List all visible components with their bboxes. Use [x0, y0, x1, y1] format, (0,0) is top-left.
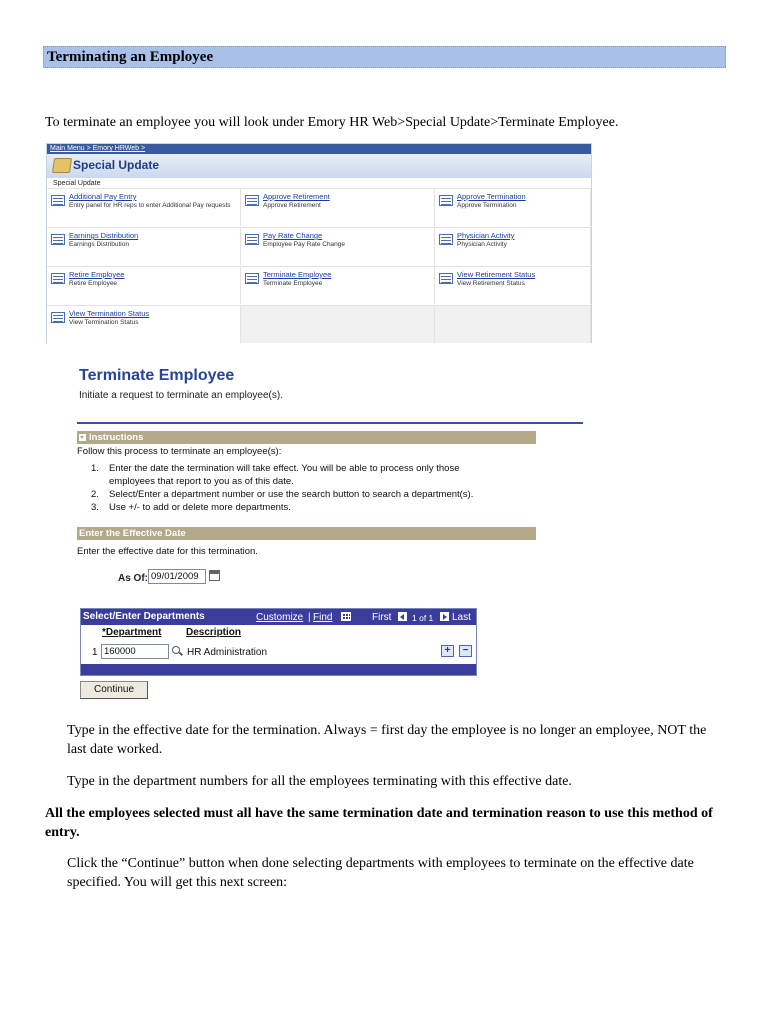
page-icon [51, 273, 65, 284]
calendar-icon[interactable] [209, 570, 220, 581]
menu-item-link[interactable]: Pay Rate Change [263, 231, 323, 240]
menu-item-desc: Approve Termination [457, 202, 517, 209]
menu-item-desc: View Retirement Status [457, 280, 525, 287]
page-icon [51, 312, 65, 323]
breadcrumb [47, 144, 591, 154]
effective-date-text: Enter the effective date for this termination. [77, 546, 258, 557]
step-text: Enter the date the termination will take effect. You will be able to process only those employees that report to you as of this date. [109, 463, 460, 487]
paragraph-warning: All the employees selected must all have the same termination date and termination reason to use this method of entry. [45, 806, 713, 840]
menu-item-link[interactable]: Retire Employee [69, 270, 125, 279]
paragraph-department-numbers: Type in the department numbers for all the employees terminating with this effective date. [67, 774, 572, 789]
section-title: Terminating an Employee [47, 49, 214, 65]
menu-item-desc: Employee Pay Rate Change [263, 241, 346, 248]
department-input[interactable]: 160000 [101, 644, 169, 659]
column-header-description[interactable]: Description [186, 627, 242, 638]
grid-title: Select/Enter Departments [83, 611, 205, 622]
menu-item-view-termination-status[interactable] [47, 305, 241, 343]
find-link[interactable]: Find [313, 612, 333, 623]
page-icon [51, 195, 65, 206]
menu-item-link[interactable]: Earnings Distribution [69, 231, 139, 240]
page-icon [245, 234, 259, 245]
folder-icon [52, 158, 72, 173]
step-text: Select/Enter a department number or use the search button to search a department(s). [109, 489, 474, 500]
menu-item-pay-rate-change[interactable] [241, 227, 435, 265]
menu-item-view-retirement-status[interactable] [435, 266, 591, 304]
page-icon [51, 234, 65, 245]
menu-item-link[interactable]: Approve Retirement [263, 192, 330, 201]
menu-item-earnings-distribution[interactable] [47, 227, 241, 265]
step-number: 3. [91, 502, 99, 513]
menu-item-desc: Retire Employee [69, 280, 118, 287]
next-arrow-icon[interactable] [440, 612, 449, 621]
page-icon [439, 234, 453, 245]
special-update-panel [46, 143, 592, 343]
menu-item-terminate-employee[interactable] [241, 266, 435, 304]
delete-row-button[interactable]: − [459, 645, 472, 657]
menu-item-link[interactable]: View Retirement Status [457, 270, 536, 279]
continue-button[interactable]: Continue [80, 681, 148, 699]
effective-date-bar-label: Enter the Effective Date [79, 528, 186, 539]
departments-grid [80, 608, 477, 676]
row-number: 1 [92, 647, 98, 658]
add-row-button[interactable]: + [441, 645, 454, 657]
terminate-subtitle: Initiate a request to terminate an employee(s). [79, 390, 283, 401]
grid-view-icon[interactable] [341, 612, 351, 621]
paragraph-continue: Click the “Continue” button when done selecting departments with employees to terminate on the effective date specified. You will get this next screen: [67, 856, 694, 890]
last-link[interactable]: Last [452, 612, 471, 623]
instructions-lead: Follow this process to terminate an employee(s): [77, 446, 282, 457]
page-icon [245, 195, 259, 206]
menu-item-link[interactable]: Terminate Employee [263, 270, 332, 279]
column-header-department[interactable]: *Department [102, 627, 162, 638]
search-icon[interactable] [172, 646, 180, 654]
menu-item-desc: View Termination Status [69, 319, 139, 326]
instructions-bar[interactable] [77, 431, 536, 444]
instructions-bar-label: Instructions [89, 432, 144, 443]
menu-item-desc: Physician Activity [457, 241, 507, 248]
menu-item-desc: Entry panel for HR reps to enter Additional Pay requests [69, 202, 231, 209]
menu-item-desc: Earnings Distribution [69, 241, 129, 248]
title-divider [77, 422, 583, 424]
step-number: 2. [91, 489, 99, 500]
intro-paragraph: To terminate an employee you will look under Emory HR Web>Special Update>Terminate Employee. [45, 115, 619, 130]
grid-header [81, 609, 476, 625]
prev-arrow-icon[interactable] [398, 612, 407, 621]
as-of-label: As Of: [118, 573, 148, 584]
menu-item-additional-pay-entry[interactable] [47, 188, 241, 226]
terminate-title: Terminate Employee [79, 367, 235, 384]
breadcrumb-link[interactable]: Main Menu > Emory HRWeb > [50, 145, 146, 152]
section-header [43, 46, 726, 68]
menu-item-link[interactable]: Approve Termination [457, 192, 526, 201]
department-description: HR Administration [187, 647, 268, 658]
menu-item-approve-termination[interactable] [435, 188, 591, 226]
effective-date-bar [77, 527, 536, 540]
link-separator: | [308, 612, 311, 623]
customize-link[interactable]: Customize [256, 612, 304, 623]
step-number: 1. [91, 463, 99, 474]
special-update-title: Special Update [73, 158, 160, 172]
menu-item-desc: Terminate Employee [263, 280, 323, 287]
grid-footer [81, 664, 476, 675]
page-icon [439, 273, 453, 284]
paragraph-effective-date: Type in the effective date for the termination. Always = first day the employee is no longer an employee, NOT the last date worked. [67, 723, 707, 757]
menu-item-retire-employee[interactable] [47, 266, 241, 304]
special-update-subtitle: Special Update [53, 180, 101, 187]
page-icon [439, 195, 453, 206]
collapse-arrow-icon[interactable] [79, 434, 86, 441]
row-count: 1 of 1 [412, 613, 434, 623]
step-text: Use +/- to add or delete more departments. [109, 502, 291, 513]
menu-item-link[interactable]: View Termination Status [69, 309, 150, 318]
menu-item-link[interactable]: Additional Pay Entry [69, 192, 137, 201]
page-icon [245, 273, 259, 284]
as-of-date-input[interactable]: 09/01/2009 [148, 569, 206, 584]
special-update-titlebar [47, 154, 591, 178]
menu-item-approve-retirement[interactable] [241, 188, 435, 226]
menu-cell-empty [241, 305, 435, 343]
menu-item-desc: Approve Retirement [263, 202, 321, 209]
first-link[interactable]: First [372, 612, 392, 623]
menu-item-link[interactable]: Physician Activity [457, 231, 515, 240]
menu-cell-empty [435, 305, 591, 343]
menu-item-physician-activity[interactable] [435, 227, 591, 265]
